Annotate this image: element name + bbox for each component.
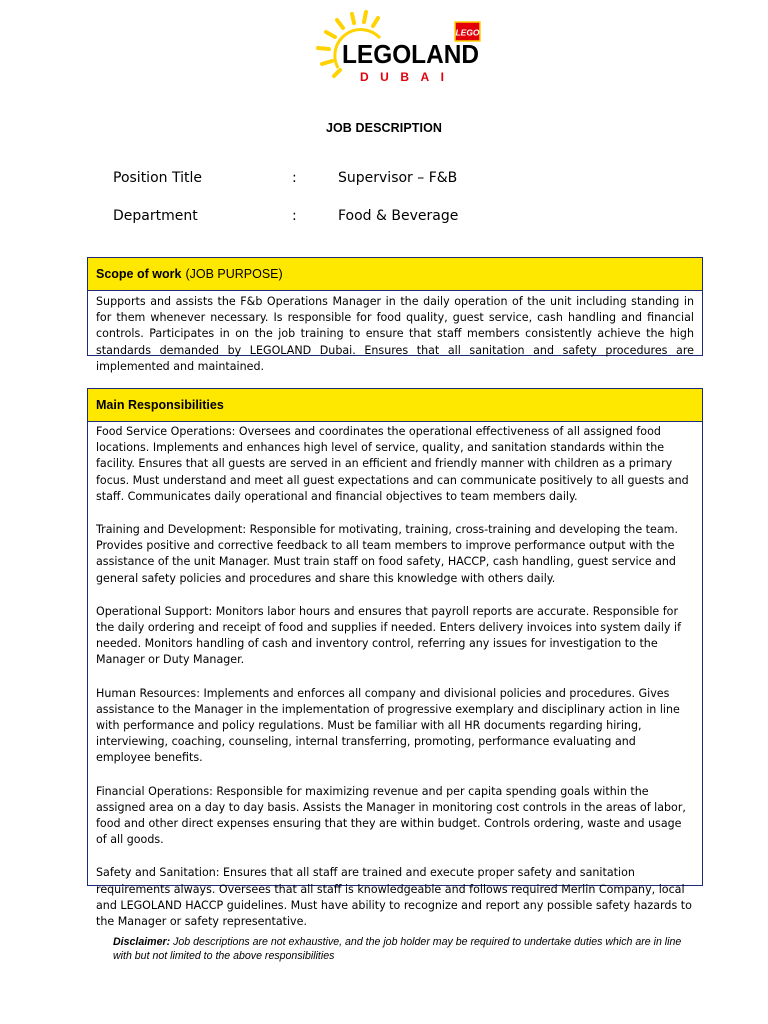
department-label: Department	[113, 208, 198, 224]
responsibilities-list	[88, 422, 702, 930]
responsibility-item: Safety and Sanitation: Ensures that all staff are trained and execute proper safety and sanitation requirements always. Oversees that all staff is knowledgeable and follows required Merlin Company, local and LEGOLAND HACCP guidelines. Must have ability to recognize and report any possible safety hazards to the Manager or safety representative.	[96, 866, 692, 929]
scope-heading-bold: Scope of work	[96, 267, 182, 281]
position-title-separator: :	[292, 170, 297, 186]
logo-graphic	[308, 10, 488, 88]
disclaimer	[113, 936, 693, 963]
scope-text: Supports and assists the F&b Operations Manager in the daily operation of the unit including standing in for them whenever necessary. Is responsible for food quality, guest service, cash handling and financial controls. Participates in on the job training to ensure that staff members consistently achieve the high standards demanded by LEGOLAND Dubai. Ensures that all sanitation and safety procedures are implemented and maintained.	[96, 295, 694, 373]
responsibility-item: Financial Operations: Responsible for maximizing revenue and per capita spending goals within the assigned area on a day to day basis. Assists the Manager in monitoring cost controls in the areas of labor, food and other direct expenses ensuring that they are within budget. Controls ordering, waste and usage of all goods.	[96, 784, 686, 847]
document-title: JOB DESCRIPTION	[325, 121, 443, 135]
department-value: Food & Beverage	[338, 208, 459, 224]
main-responsibilities-box	[87, 388, 703, 929]
lego-tag: LEGO	[455, 27, 480, 38]
logo-location: DUBAI	[360, 70, 456, 84]
scope-of-work-box	[87, 257, 703, 373]
responsibilities-heading: Main Responsibilities	[96, 398, 224, 412]
position-title-value: Supervisor – F&B	[338, 170, 458, 186]
logo-wordmark: LEGOLAND	[342, 39, 479, 69]
legoland-dubai-logo	[308, 10, 488, 88]
disclaimer-label: Disclaimer:	[113, 936, 171, 948]
main-responsibilities-header	[88, 389, 702, 422]
disclaimer-text: Job descriptions are not exhaustive, and the job holder may be required to undertake duties which are in line with but not limited to the above responsibilities	[113, 936, 682, 962]
responsibility-item: Operational Support: Monitors labor hours and ensures that payroll reports are accurate. Responsible for the daily ordering and receipt of food and supplies if needed. Enters delivery invoices into system daily if needed. Monitors handling of cash and inventory control, referring any issues for investigation to the Manager or Duty Manager.	[96, 604, 682, 667]
responsibility-item: Human Resources: Implements and enforces all company and divisional policies and procedures. Gives assistance to the Manager in the implementation of progressive exemplary and disciplinary action in line with performance and policy regulations. Must be familiar with all HR documents regarding hiring, interviewing, coaching, counseling, internal transferring, promoting, performance evaluating and employee benefits.	[96, 686, 680, 765]
position-title-label: Position Title	[113, 170, 202, 186]
responsibility-item: Food Service Operations: Oversees and coordinates the operational effectiveness of all assigned food locations. Implements and enhances high level of service, quality, and sanitation standards within the facility. Ensures that all guests are served in an efficient and friendly manner with children as a primary focus. Must understand and meet all guest expectations and can communicate positively to all guests and staff. Communicates daily operational and financial objectives to team members daily.	[96, 425, 689, 503]
scope-heading-rest: (JOB PURPOSE)	[185, 267, 283, 281]
responsibility-item: Training and Development: Responsible for motivating, training, cross-training and developing the team. Provides positive and corrective feedback to all team members to improve performance output with the assistance of the unit Manager. Must train staff on food safety, HACCP, cash handling, guest service and general safety policies and procedures and share this knowledge with others daily.	[96, 523, 678, 585]
scope-of-work-header	[88, 258, 702, 291]
department-separator: :	[292, 208, 297, 224]
